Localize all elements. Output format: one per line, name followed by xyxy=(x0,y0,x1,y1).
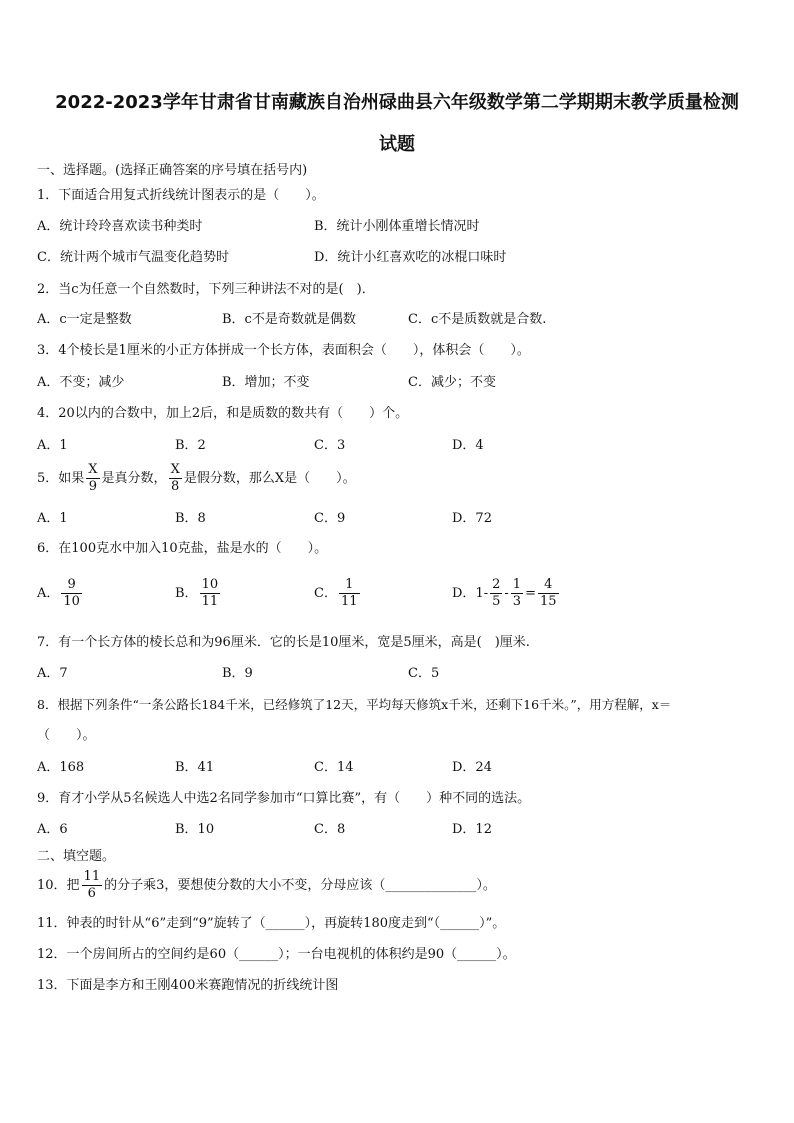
fraction-denominator: 10 xyxy=(63,594,80,609)
question-6-option-b xyxy=(175,577,222,610)
question-5-option-d: D．72 xyxy=(452,511,492,526)
fraction-numerator: 4 xyxy=(538,577,559,594)
minus-sign: - xyxy=(504,586,509,601)
fraction-x-over-8 xyxy=(169,462,182,495)
question-9-option-d: D．12 xyxy=(452,822,492,837)
question-3-option-b: B．增加；不变 xyxy=(222,375,310,390)
question-8-stem: 8．根据下列条件“一条公路长184千米，已经修筑了12天，平均每天修筑x千米，还剩下16千米。”，用方程解，x＝ xyxy=(37,697,672,712)
question-1-option-a: A．统计玲玲喜欢读书种类时 xyxy=(37,219,203,234)
question-5-option-a: A．1 xyxy=(37,511,68,526)
question-2-option-c: C．c不是质数就是合数. xyxy=(408,312,547,327)
fraction-numerator: 1 xyxy=(512,577,522,592)
question-2-stem: 2．当c为任意一个自然数时，下列三种讲法不对的是( )． xyxy=(37,282,375,297)
question-5-text-post: 是假分数，那么X是（ ）。 xyxy=(183,471,356,486)
question-4-option-b: B．2 xyxy=(175,438,206,453)
question-3-option-a: A．不变；减少 xyxy=(37,375,125,390)
question-8-option-d: D．24 xyxy=(452,760,492,775)
answer-blank: ______ xyxy=(440,916,480,931)
fraction-11-over-6 xyxy=(82,869,103,902)
question-3-stem: 3．4个棱长是1厘米的小正方体拼成一个长方体，表面积会（ ），体积会（ ）。 xyxy=(37,343,530,358)
fraction-numerator: X xyxy=(88,462,98,477)
question-5-stem xyxy=(37,462,356,495)
option-label: A． xyxy=(37,586,60,601)
fraction-denominator: 5 xyxy=(492,594,501,609)
question-10-stem xyxy=(37,869,496,902)
question-8-option-c: C．14 xyxy=(314,760,354,775)
question-10-text-end: ）。 xyxy=(476,878,496,893)
fraction-numerator: 10 xyxy=(201,577,219,592)
question-7-stem: 7．有一个长方体的棱长总和为96厘米．它的长是10厘米，宽是5厘米，高是( )厘米. xyxy=(37,635,530,650)
answer-blank: ______________ xyxy=(385,878,477,893)
question-5-option-b: B．8 xyxy=(175,511,206,526)
answer-blank: ______ xyxy=(239,947,279,962)
question-12-text-end: ）。 xyxy=(496,947,516,962)
fraction-denominator: 11 xyxy=(340,594,358,609)
fraction-numerator: 1 xyxy=(339,577,360,594)
fraction-x-over-9 xyxy=(86,462,99,495)
question-6-option-c xyxy=(314,577,362,610)
fraction-1-over-11 xyxy=(339,577,360,610)
fraction-2-over-5 xyxy=(490,577,502,610)
option-label: D． xyxy=(452,586,476,601)
question-9-option-a: A．6 xyxy=(37,822,68,837)
question-11-text-end: ）”。 xyxy=(479,916,506,931)
fraction-numerator: 9 xyxy=(61,577,82,594)
fraction-1-over-3 xyxy=(511,577,523,610)
question-12-text-mid: ）；一台电视机的体积约是90（ xyxy=(278,947,458,962)
question-11-stem xyxy=(37,916,505,932)
question-5-option-c: C．9 xyxy=(314,511,346,526)
question-3-option-c: C．减少；不变 xyxy=(408,375,496,390)
fraction-10-over-11 xyxy=(200,577,221,610)
fraction-numerator: X xyxy=(170,462,180,477)
fraction-denominator: 6 xyxy=(87,886,96,901)
answer-blank: ______ xyxy=(265,916,305,931)
question-9-stem: 9．育才小学从5名候选人中选2名同学参加市“口算比赛”，有（ ）种不同的选法。 xyxy=(37,791,531,806)
question-4-option-a: A．1 xyxy=(37,438,68,453)
question-6-stem: 6．在100克水中加入10克盐，盐是水的（ ）。 xyxy=(37,541,328,556)
section-heading-fill-in: 二、填空题。 xyxy=(37,849,116,864)
question-10-text-pre: 10．把 xyxy=(37,878,80,893)
question-7-option-b: B．9 xyxy=(222,666,253,681)
document-title-line2: 试题 xyxy=(379,134,415,155)
question-8-stem-continued: （ ）。 xyxy=(37,728,96,743)
question-5-text-mid: 是真分数， xyxy=(101,471,167,486)
fraction-numerator: 2 xyxy=(492,577,501,592)
fraction-numerator: 11 xyxy=(83,869,101,884)
fraction-9-over-10 xyxy=(61,577,82,610)
question-7-option-a: A．7 xyxy=(37,666,68,681)
equals-sign: = xyxy=(525,586,536,601)
question-4-stem: 4．20以内的合数中，加上2后，和是质数的数共有（ ）个。 xyxy=(37,406,409,421)
answer-blank: ______ xyxy=(457,947,497,962)
expression-text: 1- xyxy=(475,586,489,601)
document-title-line1: 2022-2023学年甘肃省甘南藏族自治州碌曲县六年级数学第二学期期末教学质量检测 xyxy=(55,92,739,113)
question-4-option-c: C．3 xyxy=(314,438,346,453)
option-label: C． xyxy=(314,586,337,601)
question-2-option-b: B．c不是奇数就是偶数 xyxy=(222,312,356,327)
fraction-denominator: 8 xyxy=(171,479,180,494)
question-5-text-pre: 5．如果 xyxy=(37,471,85,486)
fraction-4-over-15 xyxy=(538,577,559,610)
section-heading-choice: 一、选择题。(选择正确答案的序号填在括号内) xyxy=(37,163,308,178)
fraction-denominator: 3 xyxy=(512,594,522,609)
fraction-denominator: 9 xyxy=(88,479,98,494)
question-13-stem: 13．下面是李方和王刚400米赛跑情况的折线统计图 xyxy=(37,978,339,993)
question-8-option-b: B．41 xyxy=(175,760,215,775)
question-9-option-c: C．8 xyxy=(314,822,346,837)
question-11-text-pre: 11．钟表的时针从“6”走到“9”旋转了（ xyxy=(37,916,266,931)
question-10-text-post: 的分子乘3，要想使分数的大小不变，分母应该（ xyxy=(104,878,386,893)
question-1-option-d: D．统计小红喜欢吃的冰棍口味时 xyxy=(314,250,507,265)
question-9-option-b: B．10 xyxy=(175,822,215,837)
question-2-option-a: A．c一定是整数 xyxy=(37,312,132,327)
question-12-stem xyxy=(37,947,516,963)
question-12-text-pre: 12．一个房间所占的空间约是60（ xyxy=(37,947,240,962)
question-6-option-a xyxy=(37,577,84,610)
question-4-option-d: D．4 xyxy=(452,438,484,453)
question-11-text-mid: ），再旋转180度走到“（ xyxy=(304,916,441,931)
question-6-option-d xyxy=(452,577,561,610)
question-1-stem: 1．下面适合用复式折线统计图表示的是（ ）。 xyxy=(37,188,325,203)
question-8-option-a: A．168 xyxy=(37,760,85,775)
option-label: B． xyxy=(175,586,198,601)
fraction-denominator: 15 xyxy=(539,594,557,609)
question-1-option-b: B．统计小刚体重增长情况时 xyxy=(314,219,480,234)
fraction-denominator: 11 xyxy=(201,594,219,609)
question-1-option-c: C．统计两个城市气温变化趋势时 xyxy=(37,250,229,265)
question-7-option-c: C．5 xyxy=(408,666,440,681)
